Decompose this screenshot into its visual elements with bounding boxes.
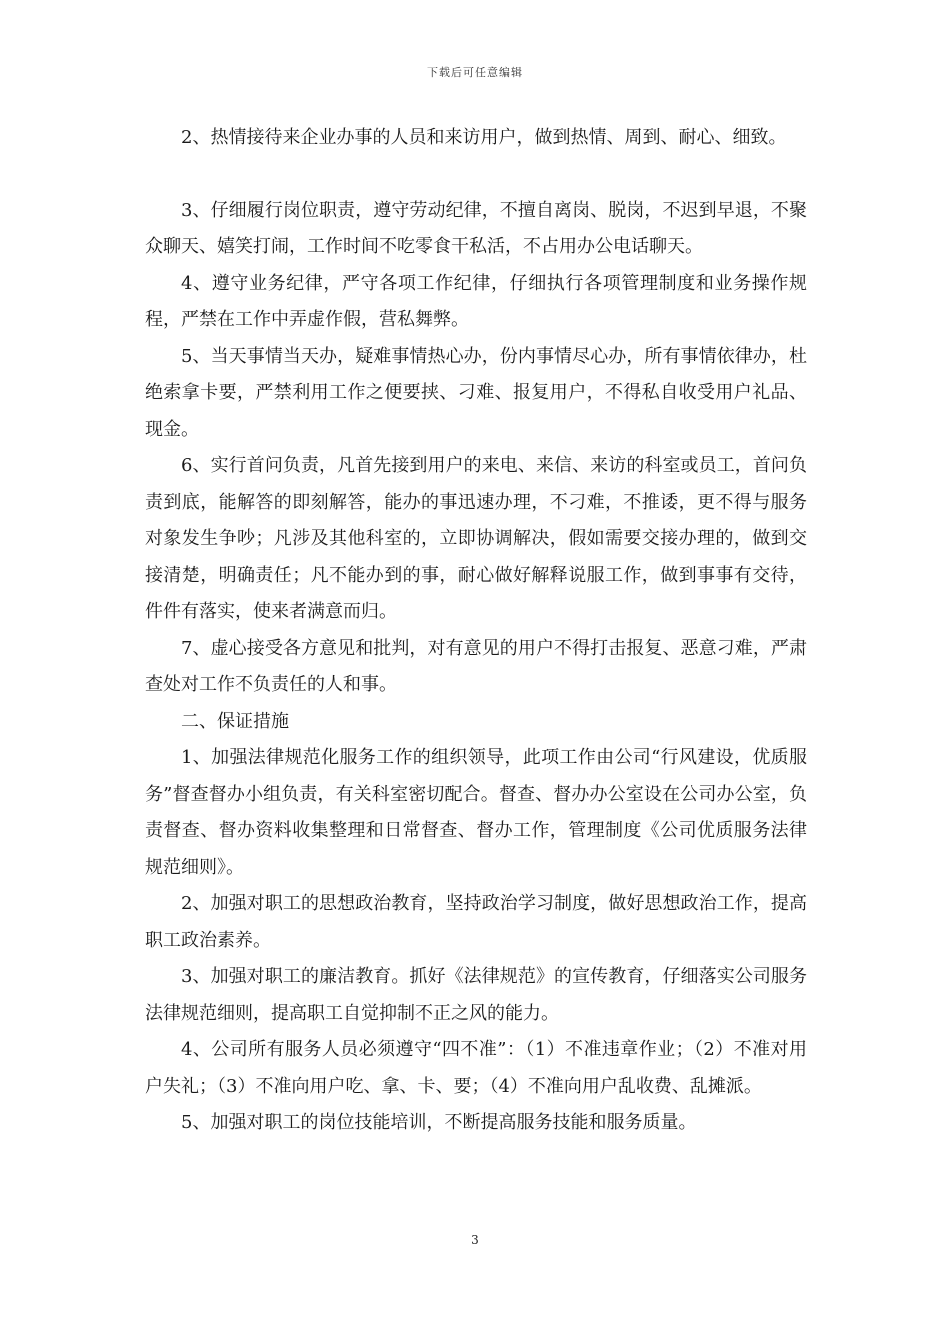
paragraph: 3、加强对职工的廉洁教育。抓好《法律规范》的宣传教育，仔细落实公司服务法律规范细则，提高职工自觉抑制不正之风的能力。 xyxy=(145,966,807,1024)
paragraph: 5、当天事情当天办，疑难事情热心办，份内事情尽心办，所有事情依律办，杜绝索拿卡要，严禁利用工作之便要挟、刁难、报复用户，不得私自收受用户礼品、现金。 xyxy=(145,345,807,440)
paragraph: 2、热情接待来企业办事的人员和来访用户，做到热情、周到、耐心、细致。 xyxy=(181,127,787,148)
paragraph: 2、加强对职工的思想政治教育，坚持政治学习制度，做好思想政治工作，提高职工政治素养。 xyxy=(145,893,807,951)
paragraph: 4、公司所有服务人员必须遵守“四不准”：（1）不准违章作业；（2）不准对用户失礼；（3）不准向用户吃、拿、卡、要；（4）不准向用户乱收费、乱摊派。 xyxy=(145,1039,807,1097)
paragraph: 5、加强对职工的岗位技能培训，不断提高服务技能和服务质量。 xyxy=(181,1112,697,1133)
paragraph: 3、仔细履行岗位职责，遵守劳动纪律，不擅自离岗、脱岗，不迟到早退，不聚众聊天、嬉笑打闹，工作时间不吃零食干私活，不占用办公电话聊天。 xyxy=(145,199,807,257)
page-header: 下载后可任意编辑 xyxy=(427,66,523,79)
paragraph: 7、虚心接受各方意见和批判，对有意见的用户不得打击报复、恶意刁难，严肃查处对工作不负责任的人和事。 xyxy=(145,637,807,695)
paragraph: 1、加强法律规范化服务工作的组织领导，此项工作由公司“行风建设，优质服务”督查督办小组负责，有关科室密切配合。督查、督办办公室设在公司办公室，负责督查、督办资料收集整理和日常督查、督办工作，管理制度《公司优质服务法律规范细则》。 xyxy=(145,747,807,878)
paragraph: 4、遵守业务纪律，严守各项工作纪律，仔细执行各项管理制度和业务操作规程，严禁在工作中弄虚作假，营私舞弊。 xyxy=(145,272,807,330)
page-number: 3 xyxy=(471,1233,479,1247)
document-body xyxy=(145,120,807,1142)
section-heading: 二、保证措施 xyxy=(181,710,289,732)
paragraph: 6、实行首问负责，凡首先接到用户的来电、来信、来访的科室或员工，首问负责到底，能解答的即刻解答，能办的事迅速办理，不刁难，不推诿，更不得与服务对象发生争吵；凡涉及其他科室的，立即协调解决，假如需要交接办理的，做到交接清楚，明确责任；凡不能办到的事，耐心做好解释说服工作，做到事事有交待，件件有落实，使来者满意而归。 xyxy=(145,455,807,622)
